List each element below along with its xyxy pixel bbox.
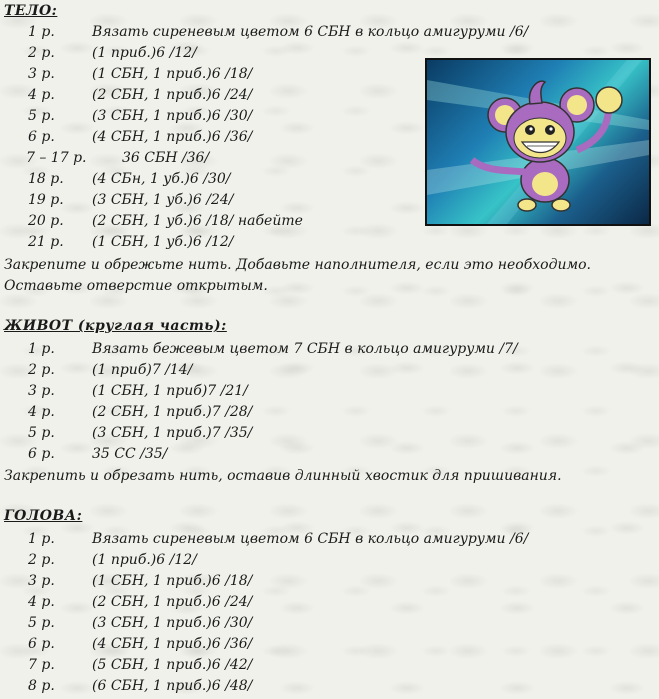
crochet-pattern-page: ТЕЛО: 1 р. Вязать сиреневым цветом 6 СБН в кольцо амигуруми /6/ 2 р. (1 приб.)6 /12/ 3 р. (1 СБН, 1 приб.)6 /18/ 4 р. (2 СБН, 1 приб.)6 /24/ 5 р. (3 СБН, 1 приб.)6 /30/ 6 р. (4 СБН, 1 приб.)6 /36/ 7 – 17 р. 36 СБН /36/ 18 р. (4 СБн, 1 уб.)6 /30/ 19 р. (3 СБН, 1 уб.)6 /24/ 20 р. (2 СБН, 1 уб.)6 /18/ набейте 21 р. (1 СБН, 1 уб.)6 /12/ Закрепите и обрежьте нить. Добавьте наполнителя, если это необходимо. Оставьте отверстие открытым. ЖИВОТ (круглая часть): 1 р. Вязать бежевым цветом 7 СБН в кольцо амигуруми /7/ 2 р. (1 приб)7 /14/ 3 р. (1 СБН, 1 приб)7 /21/ 4 р. (2 СБН, 1 приб.)7 /28/ 5 р. (3 СБН, 1 приб.)7 /35/ 6 р. 35 СС /35/ Закрепить и обрезать нить, оставив длинный хвостик для пришивания. ГОЛОВА: 1 р. Вязать сиреневым цветом 6 СБН в кольцо амигуруми /6/ 2 р. (1 приб.)6 /12/ 3 р. (1 СБН, 1 приб.)6 /18/ 4 р. (2 СБН, 1 приб.)6 /24/ 5 р. (3 СБН, 1 приб.)6 /30/ 6 р. (4 СБН, 1 приб.)6 /36/ 7 р. (5 СБН, 1 приб.)6 /42/ 8 р. (6 СБН, 1 приб.)6 /48/ xyxy=(0,0,659,699)
section-body-note: Закрепите и обрежьте нить. Добавьте наполнителя, если это необходимо. Оставьте отверстие открытым. xyxy=(4,257,591,294)
section-title-belly: ЖИВОТ (круглая часть): xyxy=(4,318,227,334)
pattern-row: 1 р. Вязать сиреневым цветом 6 СБН в кольцо амигуруми /6/ xyxy=(28,24,529,40)
section-title-body: ТЕЛО: xyxy=(4,3,58,19)
section-belly-note: Закрепить и обрезать нить, оставив длинный хвостик для пришивания. xyxy=(4,468,562,484)
monkey-character-illustration xyxy=(425,58,651,226)
monkey-character-icon xyxy=(427,60,649,224)
section-title-head: ГОЛОВА: xyxy=(4,508,83,524)
